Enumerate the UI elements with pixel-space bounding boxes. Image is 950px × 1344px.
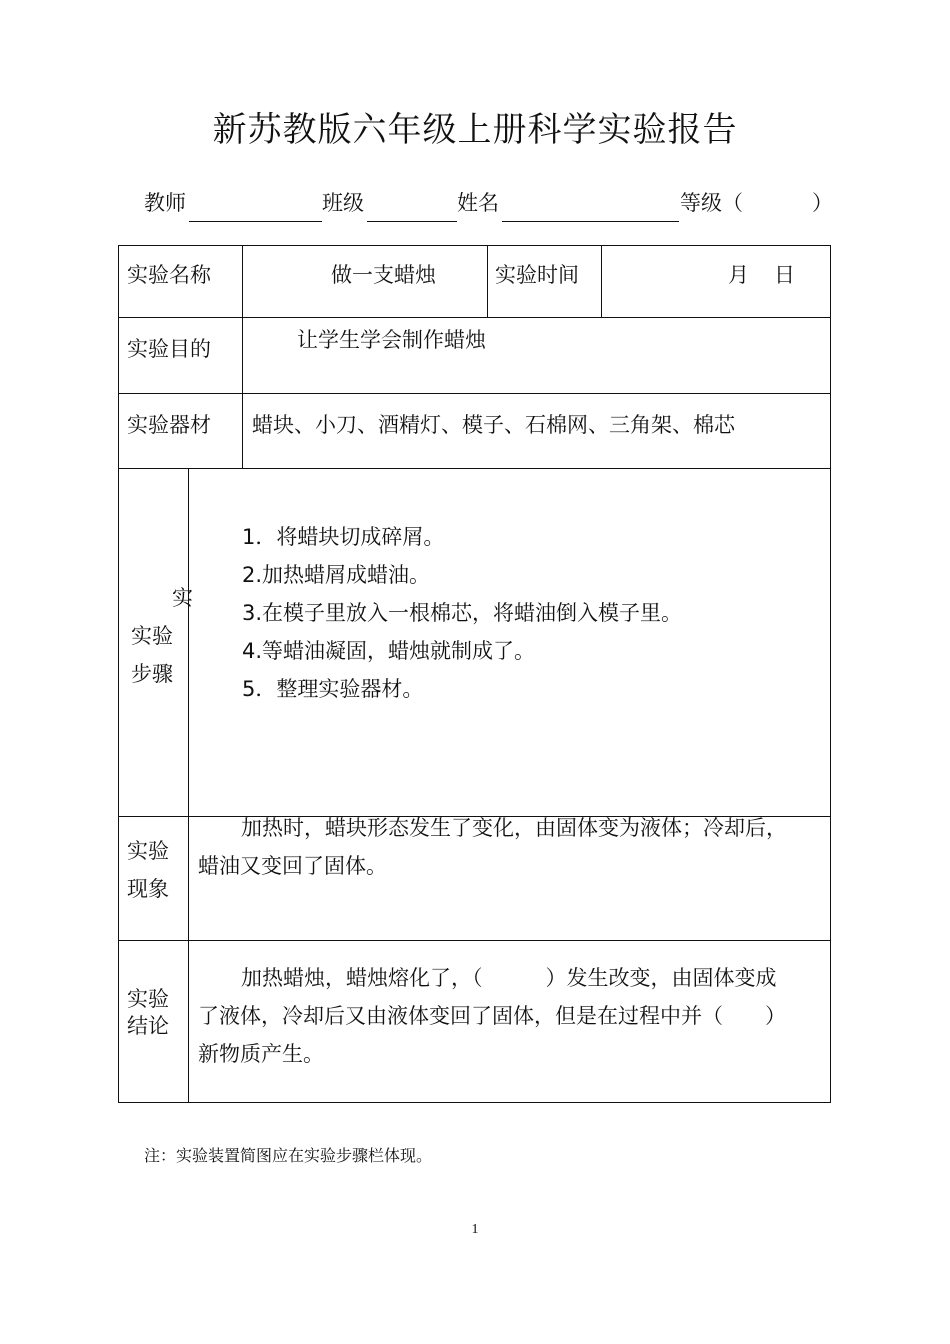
steps-label-line1: 实验 xyxy=(131,624,173,648)
class-field[interactable] xyxy=(367,221,457,222)
conclusion-line: 了液体，冷却后又由液体变回了固体，但是在过程中并（ ） xyxy=(198,1004,786,1028)
exp-time-month: 月 xyxy=(728,263,749,287)
conclusion-line: 新物质产生。 xyxy=(198,1042,324,1066)
materials-label: 实验器材 xyxy=(127,413,211,437)
conclusion-label-line1: 实验 xyxy=(127,987,169,1011)
phenomenon-label-line2: 现象 xyxy=(127,877,169,901)
steps-label-line2: 步骤 xyxy=(131,662,173,686)
row-divider xyxy=(118,317,831,318)
column-divider xyxy=(487,245,488,317)
purpose-label: 实验目的 xyxy=(127,337,211,361)
column-divider xyxy=(601,245,602,317)
step-item: 4.等蜡油凝固，蜡烛就制成了。 xyxy=(242,639,536,663)
footnote: 注：实验装置简图应在实验步骤栏体现。 xyxy=(144,1146,433,1165)
column-divider xyxy=(242,245,243,468)
row-divider xyxy=(118,468,831,469)
step-item: 3.在模子里放入一根棉芯，将蜡油倒入模子里。 xyxy=(242,601,683,625)
step-item: 5．整理实验器材。 xyxy=(242,677,424,701)
phenomenon-text xyxy=(198,809,787,885)
exp-name-label: 实验名称 xyxy=(127,263,211,287)
exp-time-day: 日 xyxy=(774,263,795,287)
conclusion-label-line2: 结论 xyxy=(127,1014,169,1038)
conclusion-text xyxy=(198,959,786,1073)
step-item: 1．将蜡块切成碎屑。 xyxy=(242,525,445,549)
phenomenon-line: 蜡油又变回了固体。 xyxy=(198,854,387,878)
teacher-label: 教师 xyxy=(144,191,186,215)
name-label: 姓名 xyxy=(457,191,499,215)
row-divider xyxy=(118,393,831,394)
materials-value: 蜡块、小刀、酒精灯、模子、石棉网、三角架、棉芯 xyxy=(252,413,735,437)
purpose-value: 让学生学会制作蜡烛 xyxy=(297,328,486,352)
conclusion-line: 加热蜡烛，蜡烛熔化了，（ ）发生改变，由固体变成 xyxy=(241,966,777,990)
exp-name-value: 做一支蜡烛 xyxy=(331,263,436,287)
class-label: 班级 xyxy=(322,191,364,215)
steps-label-stray: 实 xyxy=(172,586,193,610)
phenomenon-label-line1: 实验 xyxy=(127,839,169,863)
row-divider xyxy=(118,940,831,941)
column-divider xyxy=(188,468,189,1103)
name-field[interactable] xyxy=(502,221,679,222)
exp-time-label: 实验时间 xyxy=(495,263,579,287)
steps-list xyxy=(242,518,682,708)
teacher-field[interactable] xyxy=(189,221,322,222)
step-item: 2.加热蜡屑成蜡油。 xyxy=(242,563,431,587)
page-number: 1 xyxy=(471,1222,479,1237)
grade-close: ） xyxy=(812,191,833,215)
phenomenon-line: 加热时，蜡块形态发生了变化，由固体变为液体；冷却后， xyxy=(241,816,787,840)
page-title: 新苏教版六年级上册科学实验报告 xyxy=(212,110,738,150)
grade-label: 等级（ xyxy=(680,191,743,215)
